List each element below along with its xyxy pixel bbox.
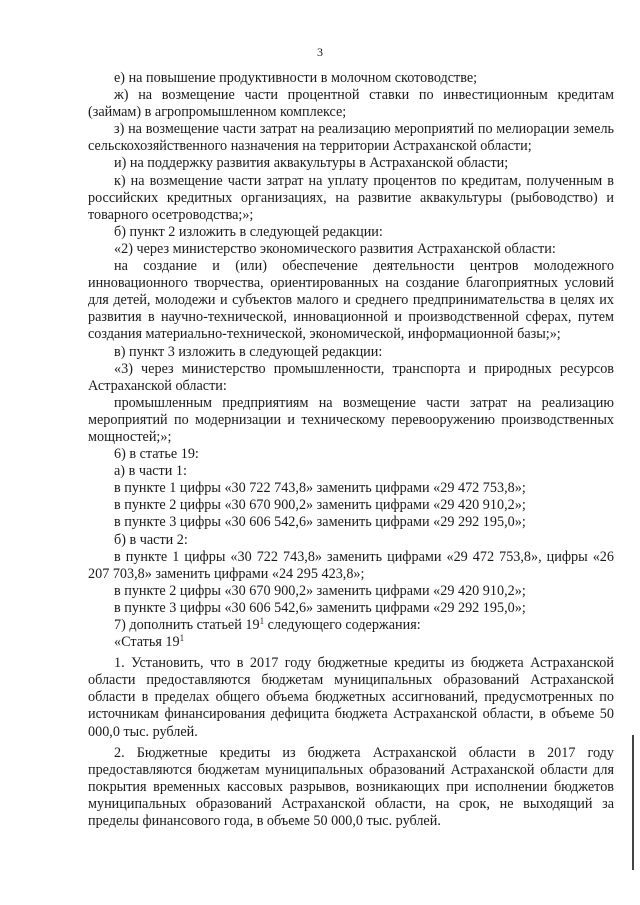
list-item-z: з) на возмещение части затрат на реализацию мероприятий по мелиорации земель сельскохозяйственного назначения на территории Астраханской области; <box>88 121 614 155</box>
document-body <box>88 70 614 830</box>
part-2-heading: б) в части 2: <box>114 531 188 548</box>
part-1-point-2: в пункте 2 цифры «30 670 900,2» заменить цифрами «29 420 910,2»; <box>114 497 526 514</box>
article-title-text: «Статья 19 <box>114 634 180 651</box>
item-7-text-end: следующего содержания: <box>264 617 421 633</box>
point-3-heading: «3) через министерство промышленности, транспорта и природных ресурсов Астраханской области: <box>88 360 614 394</box>
page-number: 3 <box>317 45 323 59</box>
article-title <box>88 634 614 651</box>
item-7-superscript: 1 <box>259 616 265 626</box>
part-2-point-3: в пункте 3 цифры «30 606 542,6» заменить цифрами «29 292 195,0»; <box>114 599 526 616</box>
part-1-point-3: в пункте 3 цифры «30 606 542,6» заменить цифрами «29 292 195,0»; <box>114 514 526 531</box>
scan-edge-mark <box>632 735 634 870</box>
point-3-body: промышленным предприятиям на возмещение части затрат на реализацию мероприятий по модернизации и техническому перевооружению производственных мощностей;»; <box>88 394 614 445</box>
part-2-point-1: в пункте 1 цифры «30 722 743,8» заменить цифрами «29 472 753,8», цифры «26 207 703,8» заменить цифрами «24 295 423,8»; <box>88 548 614 582</box>
list-item-k: к) на возмещение части затрат на уплату процентов по кредитам, полученным в российских кредитных организациях, на развитие аквакультуры (рыбоводство) и товарного осетроводства;»; <box>88 172 614 223</box>
part-2-point-2: в пункте 2 цифры «30 670 900,2» заменить цифрами «29 420 910,2»; <box>114 582 526 599</box>
part-1-heading: а) в части 1: <box>114 463 187 480</box>
list-item-e: е) на повышение продуктивности в молочном скотоводстве; <box>114 70 478 86</box>
item-7-add-article <box>88 617 614 634</box>
part-1-point-1: в пункте 1 цифры «30 722 743,8» заменить цифрами «29 472 753,8»; <box>114 480 526 497</box>
point-2-heading: «2) через министерство экономического развития Астраханской области: <box>114 240 556 257</box>
article-title-superscript: 1 <box>179 633 185 644</box>
amendment-point-2: б) пункт 2 изложить в следующей редакции: <box>114 223 383 240</box>
article-paragraph-1: 1. Установить, что в 2017 году бюджетные кредиты из бюджета Астраханской области предоставляются бюджетам муниципальных образований Астраханской области в пределах общего объема бюджетных ассигнований, предусмотренных по источникам финансирования дефицита бюджета Астраханской области, в объеме 50 000,0 тыс. рублей. <box>88 655 614 740</box>
article-19-amendment: 6) в статье 19: <box>114 446 199 463</box>
list-item-i: и) на поддержку развития аквакультуры в Астраханской области; <box>114 155 509 172</box>
article-paragraph-2: 2. Бюджетные кредиты из бюджета Астраханской области в 2017 году предоставляются бюджетам муниципальных образований Астраханской области для покрытия временных кассовых разрывов, возникающих при исполнении бюджетов муниципальных образований Астраханской области, на срок, не выходящий за пределы финансового года, в объеме 50 000,0 тыс. рублей. <box>88 744 614 830</box>
amendment-point-3: в) пункт 3 изложить в следующей редакции: <box>114 343 383 360</box>
list-item-zh: ж) на возмещение части процентной ставки по инвестиционным кредитам (займам) в агропромышленном комплексе; <box>88 87 614 121</box>
point-2-body: на создание и (или) обеспечение деятельности центров молодежного инновационного творчества, ориентированных на создание благоприятных условий для детей, молодежи и субъектов малого и среднего предпринимательства в целях их развития в научно-технической, инновационной и производственной сферах, путем создания материально-технической, экономической, информационной базы;»; <box>88 258 614 343</box>
item-7-text: 7) дополнить статьей 19 <box>114 617 260 633</box>
